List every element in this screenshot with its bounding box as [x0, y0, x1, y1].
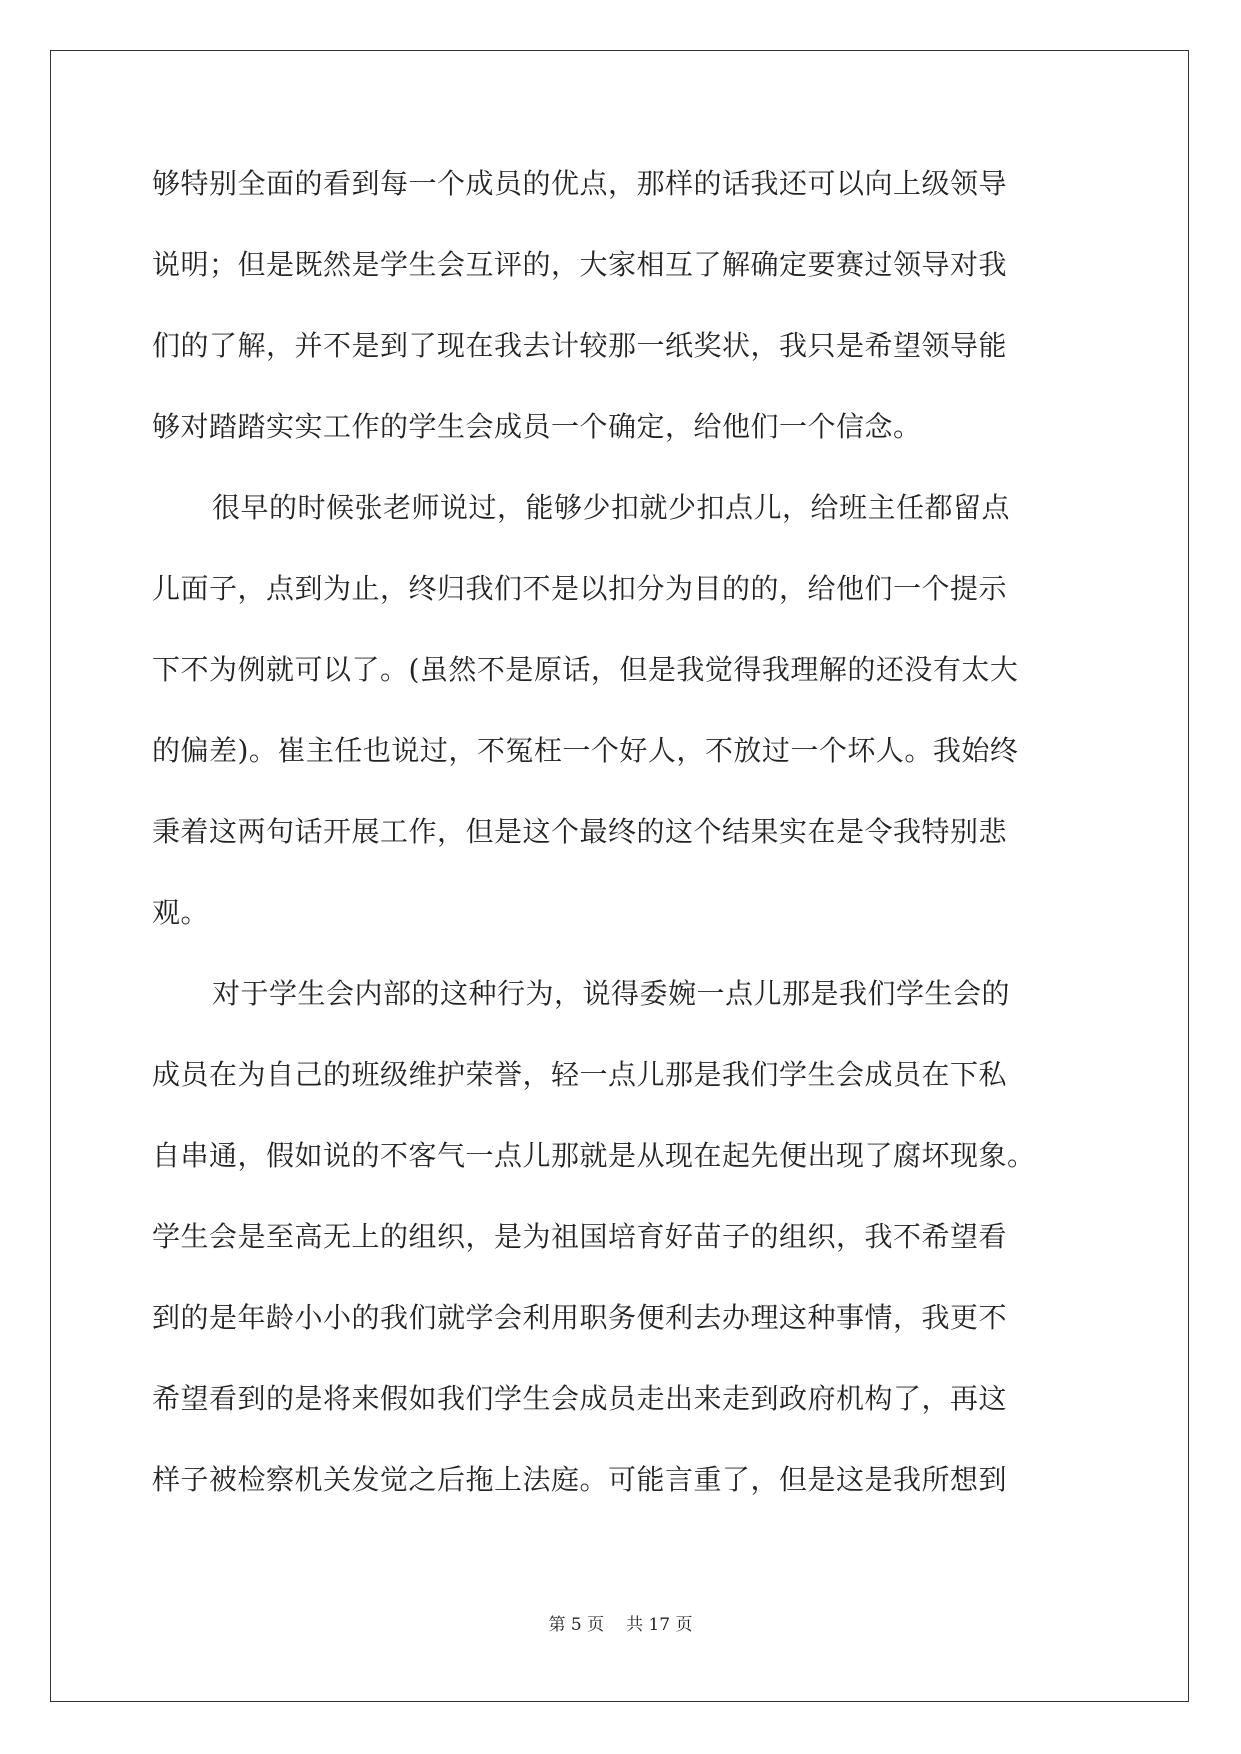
text-line: 下不为例就可以了。(虽然不是原话，但是我觉得我理解的还没有太大 — [152, 653, 1019, 686]
text-line: 自串通，假如说的不客气一点儿那就是从现在起先便出现了腐坏现象。 — [152, 1139, 1036, 1172]
page-number: 第 5 页 — [548, 1615, 605, 1635]
text-line: 够对踏踏实实工作的学生会成员一个确定，给他们一个信念。 — [152, 410, 922, 443]
text-line: 说明；但是既然是学生会互评的，大家相互了解确定要赛过领导对我 — [152, 248, 1008, 281]
text-line: 希望看到的是将来假如我们学生会成员走出来走到政府机构了，再这 — [152, 1382, 1008, 1415]
page-footer — [0, 1610, 1241, 1635]
text-line: 们的了解，并不是到了现在我去计较那一纸奖状，我只是希望领导能 — [152, 329, 1008, 362]
text-line: 的偏差)。崔主任也说过，不冤枉一个好人，不放过一个坏人。我始终 — [152, 734, 1019, 767]
text-line: 秉着这两句话开展工作，但是这个最终的这个结果实在是令我特别悲 — [152, 815, 1008, 848]
document-body — [152, 160, 1098, 1537]
page-total: 共 17 页 — [626, 1615, 693, 1635]
text-line: 成员在为自己的班级维护荣誉，轻一点儿那是我们学生会成员在下私 — [152, 1058, 1008, 1091]
text-line: 对于学生会内部的这种行为，说得委婉一点儿那是我们学生会的 — [212, 977, 1011, 1010]
text-line: 观。 — [152, 896, 210, 929]
text-line: 够特别全面的看到每一个成员的优点，那样的话我还可以向上级领导 — [152, 167, 1008, 200]
text-line: 很早的时候张老师说过，能够少扣就少扣点儿，给班主任都留点 — [212, 491, 1011, 524]
text-line: 学生会是至高无上的组织，是为祖国培育好苗子的组织，我不希望看 — [152, 1220, 1008, 1253]
text-line: 儿面子，点到为止，终归我们不是以扣分为目的的，给他们一个提示 — [152, 572, 1008, 605]
text-line: 到的是年龄小小的我们就学会利用职务便利去办理这种事情，我更不 — [152, 1301, 1008, 1334]
text-line: 样子被检察机关发觉之后拖上法庭。可能言重了，但是这是我所想到 — [152, 1463, 1008, 1496]
